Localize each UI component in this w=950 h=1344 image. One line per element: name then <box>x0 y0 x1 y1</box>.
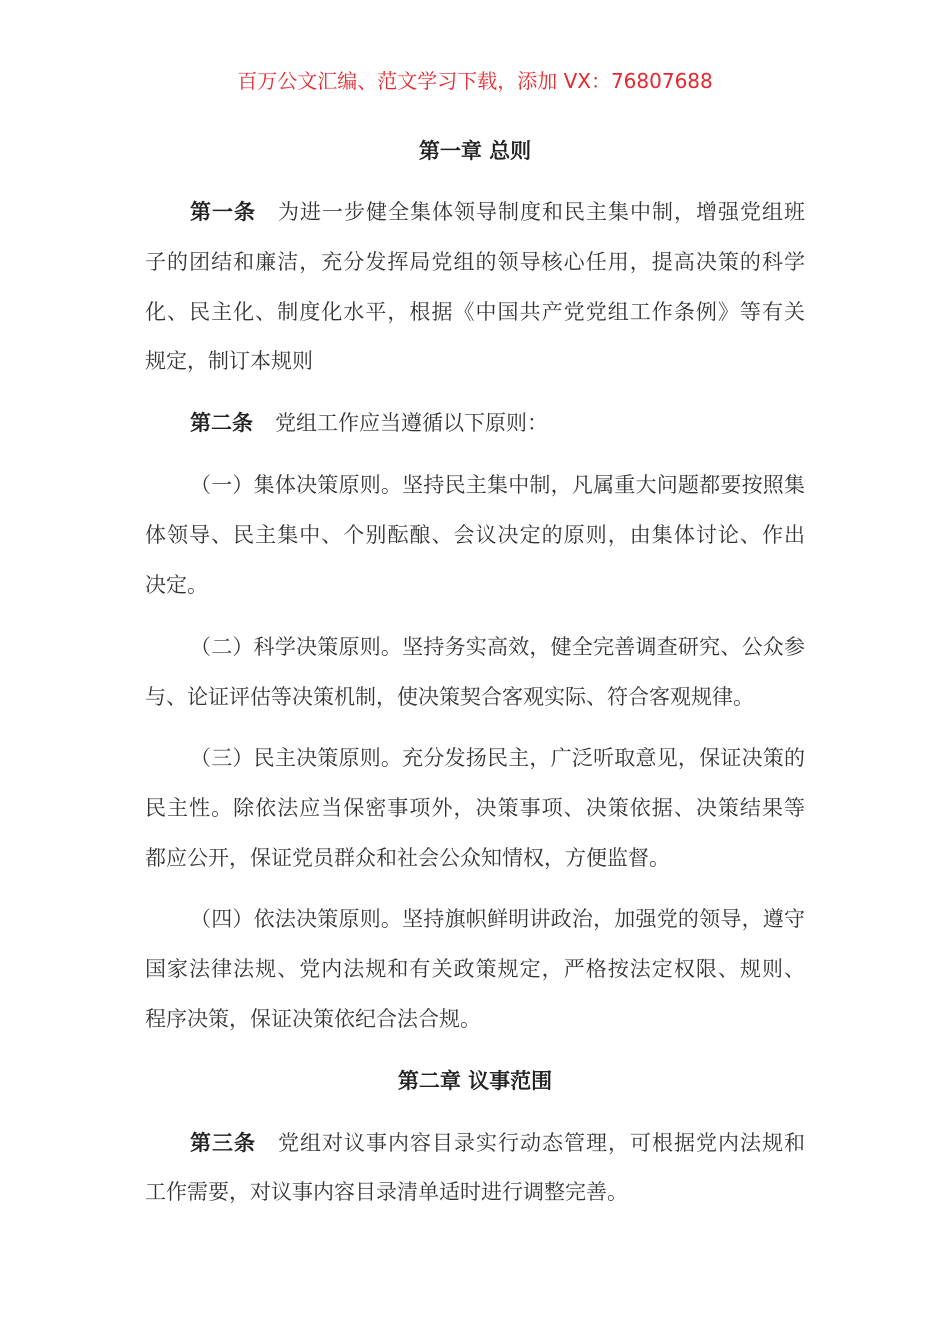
principle-3-line: （三）民主决策原则。充分发扬民主，广泛听取意见，保证决策的 <box>190 746 805 770</box>
line-text: 为进一步健全集体领导制度和民主集中制，增强党组班 <box>278 200 805 224</box>
article-3-line: 工作需要，对议事内容目录清单适时进行调整完善。 <box>145 1180 628 1204</box>
article-label: 第一条 <box>190 200 256 224</box>
principle-1-line: （一）集体决策原则。坚持民主集中制，凡属重大问题都要按照集 <box>190 473 805 497</box>
principle-4-line: （四）依法决策原则。坚持旗帜鲜明讲政治，加强党的领导，遵守 <box>190 907 805 931</box>
article-1-line: 规定，制订本规则 <box>145 349 313 373</box>
article-3-line <box>190 1128 805 1158</box>
principle-3-line: 民主性。除依法应当保密事项外，决策事项、决策依据、决策结果等 <box>145 796 805 820</box>
watermark-header-note: 百万公文汇编、范文学习下载，添加 VX：76807688 <box>237 69 713 93</box>
article-1-line: 化、民主化、制度化水平，根据《中国共产党党组工作条例》等有关 <box>145 300 805 324</box>
article-2-line <box>190 408 805 438</box>
article-1-line: 子的团结和廉洁，充分发挥局党组的领导核心任用，提高决策的科学 <box>145 250 805 274</box>
article-label: 第三条 <box>190 1131 256 1155</box>
article-1-line <box>190 197 805 227</box>
principle-3-line: 都应公开，保证党员群众和社会公众知情权，方便监督。 <box>145 846 670 870</box>
line-text: 党组工作应当遵循以下原则： <box>275 411 548 435</box>
principle-1-line: 决定。 <box>145 573 208 597</box>
principle-1-line: 体领导、民主集中、个别酝酿、会议决定的原则，由集体讨论、作出 <box>145 523 805 547</box>
chapter-title-1: 第一章 总则 <box>418 139 532 163</box>
principle-2-line: 与、论证评估等决策机制，使决策契合客观实际、符合客观规律。 <box>145 685 754 709</box>
principle-2-line: （二）科学决策原则。坚持务实高效，健全完善调查研究、公众参 <box>190 635 805 659</box>
chapter-title-2: 第二章 议事范围 <box>397 1069 553 1093</box>
article-label: 第二条 <box>190 411 253 435</box>
line-text: 党组对议事内容目录实行动态管理，可根据党内法规和 <box>278 1131 805 1155</box>
principle-4-line: 程序决策，保证决策依纪合法合规。 <box>145 1007 481 1031</box>
principle-4-line: 国家法律法规、党内法规和有关政策规定，严格按法定权限、规则、 <box>145 957 805 981</box>
